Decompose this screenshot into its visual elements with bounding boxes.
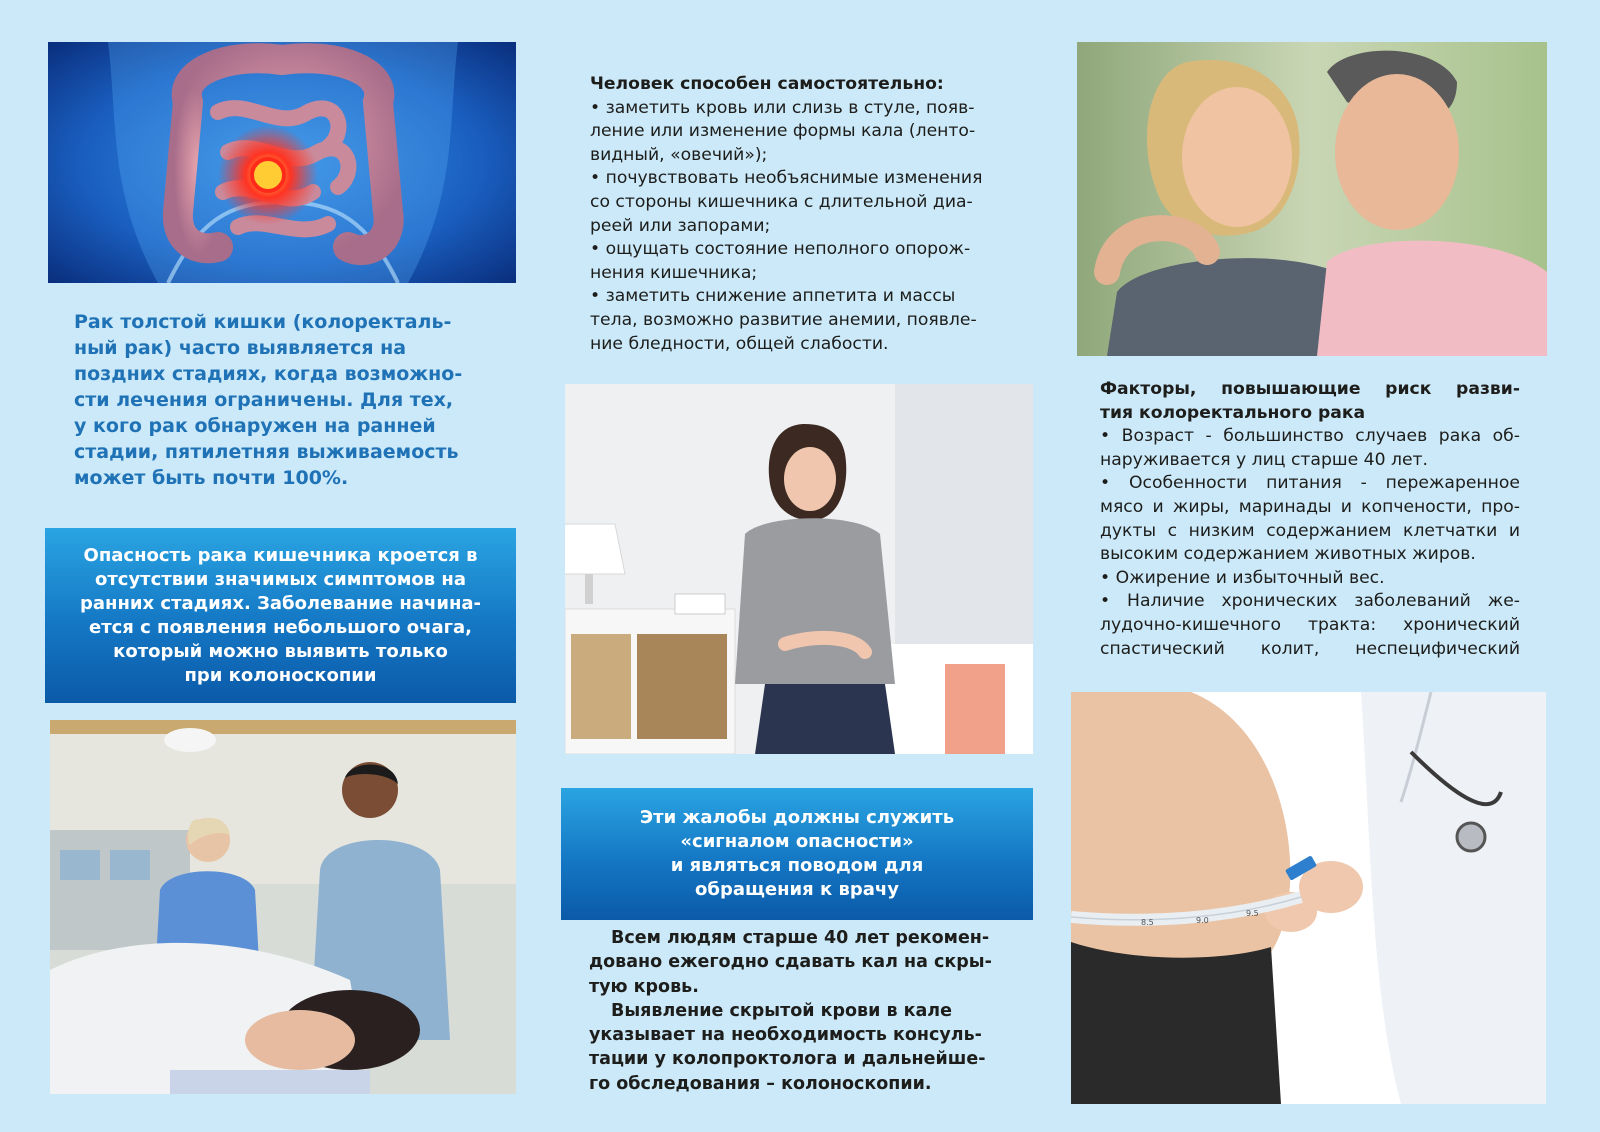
recommendation-line: тую кровь.	[589, 976, 699, 997]
symptom-line: тела, возможно развитие анемии, появле-	[590, 309, 977, 330]
risk-line: лудочно-кишечного тракта: хронический	[1100, 614, 1520, 635]
warning-banner-text: Эти жалобы должны служить «сигналом опасности» и являться поводом для обращения к врачу	[639, 807, 955, 900]
risk-line: спастический колит, неспецифический	[1100, 638, 1520, 659]
symptoms-heading: Человек способен самостоятельно:	[590, 74, 944, 94]
waist-measurement-photo	[1071, 692, 1546, 1104]
symptom-line: • заметить кровь или слизь в стуле, появ-	[590, 97, 975, 118]
recommendation-line: указывает на необходимость консуль-	[589, 1025, 982, 1046]
risk-line: мясо и жиры, маринады и копчености, про-	[1100, 496, 1520, 517]
tape-mark: 9.0	[1196, 916, 1209, 925]
symptom-line: • заметить снижение аппетита и массы	[590, 286, 956, 307]
recommendation-line: довано ежегодно сдавать кал на скры-	[589, 952, 992, 973]
tape-mark: 9.5	[1246, 909, 1259, 918]
recommendation-line: Всем людям старше 40 лет рекомен-	[611, 928, 990, 948]
intro-line: у кого рак обнаружен на ранней	[74, 415, 436, 437]
symptom-line: реей или запорами;	[590, 215, 771, 236]
intro-line: ный рак) часто выявляется на	[74, 337, 407, 359]
risk-line: • Особенности питания - пережаренное	[1100, 473, 1520, 494]
risk-line: высоким содержанием животных жиров.	[1100, 544, 1476, 565]
symptom-line: ление или изменение формы кала (ленто-	[590, 121, 976, 142]
symptom-line: нения кишечника;	[590, 262, 758, 283]
intro-text	[74, 309, 494, 491]
symptom-line: • ощущать состояние неполного опорож-	[590, 239, 971, 260]
intro-line: стадии, пятилетняя выживаемость	[74, 441, 459, 463]
risk-line: • Возраст - большинство случаев рака об-	[1100, 426, 1520, 447]
risk-factors-heading: тия колоректального рака	[1100, 402, 1366, 423]
risk-line: • Ожирение и избыточный вес.	[1100, 567, 1385, 588]
risk-factors-block	[1100, 378, 1520, 661]
recommendation-block	[589, 926, 1007, 1096]
danger-banner	[45, 528, 516, 703]
intro-line: Рак толстой кишки (колоректаль-	[74, 311, 452, 333]
danger-banner-text: Опасность рака кишечника кроется в отсутствии значимых симптомов на ранних стадиях. Заболевание начина- ется с появления небольшого очага, который можно выявить только при колоноскопии	[80, 544, 481, 686]
symptoms-block	[590, 73, 1008, 356]
intro-line: поздних стадиях, когда возможно-	[74, 363, 463, 385]
risk-line: наруживается у лиц старше 40 лет.	[1100, 449, 1428, 470]
recommendation-line: тации у колопроктолога и дальнейше-	[589, 1049, 986, 1070]
intestine-illustration	[48, 42, 516, 283]
symptom-line: ние бледности, общей слабости.	[590, 333, 889, 354]
symptom-line: видный, «овечий»);	[590, 144, 768, 165]
recommendation-line: Выявление скрытой крови в кале	[611, 1000, 952, 1021]
couple-photo	[1077, 42, 1547, 356]
risk-line: дукты с низким содержанием клетчатки и	[1100, 520, 1520, 541]
intro-line: сти лечения ограничены. Для тех,	[74, 389, 454, 411]
intro-line: может быть почти 100%.	[74, 467, 349, 489]
risk-factors-heading: Факторы, повышающие риск разви-	[1100, 379, 1520, 399]
recommendation-line: го обследования – колоноскопии.	[589, 1073, 932, 1094]
warning-banner	[561, 788, 1033, 920]
risk-line: • Наличие хронических заболеваний же-	[1100, 591, 1520, 612]
woman-abdominal-pain-photo	[565, 384, 1033, 754]
tape-mark: 8.5	[1141, 918, 1154, 927]
colonoscopy-photo	[50, 720, 516, 1094]
symptom-line: • почувствовать необъяснимые изменения	[590, 168, 983, 189]
symptom-line: со стороны кишечника с длительной диа-	[590, 191, 973, 212]
